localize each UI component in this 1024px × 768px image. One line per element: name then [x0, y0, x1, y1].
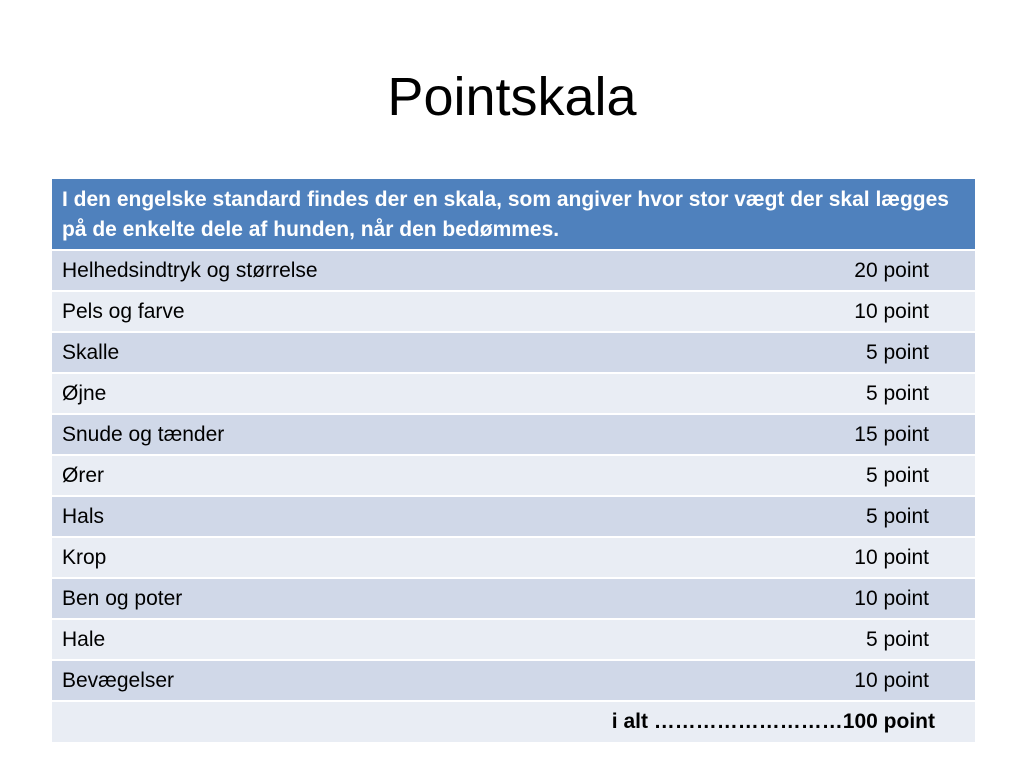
- table-row: [52, 250, 975, 291]
- row-label: Ben og poter: [52, 578, 514, 619]
- row-label: Skalle: [52, 332, 514, 373]
- table-row: [52, 291, 975, 332]
- row-points: 5 point: [514, 332, 976, 373]
- point-scale-table: [52, 179, 975, 744]
- row-points: 10 point: [514, 291, 976, 332]
- row-label: Ører: [52, 455, 514, 496]
- row-label: Bevægelser: [52, 660, 514, 701]
- table-header-text: I den engelske standard findes der en skala, som angiver hvor stor vægt der skal lægges på de enkelte dele af hunden, når den bedømmes.: [52, 179, 975, 250]
- table-row: [52, 660, 975, 701]
- row-label: Pels og farve: [52, 291, 514, 332]
- table-row: [52, 455, 975, 496]
- total-row: [52, 701, 975, 743]
- row-label: Øjne: [52, 373, 514, 414]
- row-points: 5 point: [514, 373, 976, 414]
- row-points: 10 point: [514, 537, 976, 578]
- total-text: i alt ………………………100 point: [52, 701, 975, 743]
- row-points: 20 point: [514, 250, 976, 291]
- table-row: [52, 414, 975, 455]
- row-points: 5 point: [514, 455, 976, 496]
- row-points: 5 point: [514, 619, 976, 660]
- row-points: 5 point: [514, 496, 976, 537]
- table-row: [52, 578, 975, 619]
- row-label: Helhedsindtryk og størrelse: [52, 250, 514, 291]
- slide-title: Pointskala: [387, 67, 637, 127]
- row-points: 10 point: [514, 660, 976, 701]
- table-row: [52, 537, 975, 578]
- row-points: 15 point: [514, 414, 976, 455]
- row-points: 10 point: [514, 578, 976, 619]
- row-label: Snude og tænder: [52, 414, 514, 455]
- row-label: Hals: [52, 496, 514, 537]
- table-row: [52, 496, 975, 537]
- row-label: Krop: [52, 537, 514, 578]
- table-row: [52, 619, 975, 660]
- table-row: [52, 373, 975, 414]
- table-row: [52, 332, 975, 373]
- table-header-row: [52, 179, 975, 250]
- row-label: Hale: [52, 619, 514, 660]
